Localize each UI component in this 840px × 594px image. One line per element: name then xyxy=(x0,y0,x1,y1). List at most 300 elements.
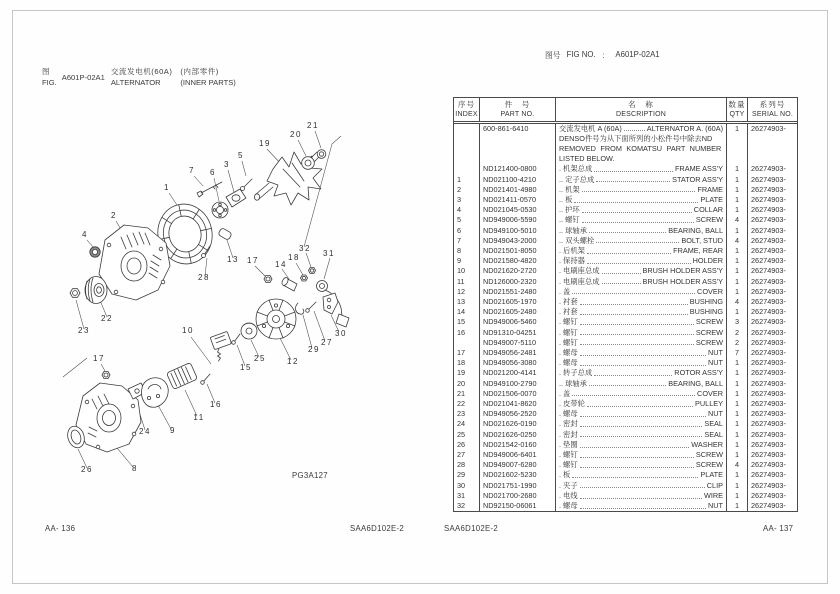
dot-leader xyxy=(580,307,688,315)
cell-serial: 26274903- xyxy=(751,307,786,317)
parts-table-body xyxy=(454,124,797,512)
dot-leader xyxy=(587,256,691,264)
cell-index: 27 xyxy=(454,450,480,460)
table-row xyxy=(454,175,797,185)
cell-description xyxy=(556,470,727,480)
cell-serial: 26274903- xyxy=(751,266,786,276)
cell-description xyxy=(556,450,727,460)
dot-leader xyxy=(580,348,706,356)
cell-qty: 1 xyxy=(727,205,748,215)
cell-index: 9 xyxy=(454,256,480,266)
description-en: SCREW xyxy=(695,215,723,225)
cell-qty: 1 xyxy=(727,389,748,399)
cell-description xyxy=(556,399,727,409)
description-line xyxy=(556,317,726,327)
callout-15: 15 xyxy=(240,363,252,372)
description-cn: .. 球轴承 xyxy=(559,225,587,235)
cell-qty: 1 xyxy=(727,226,748,236)
description-line xyxy=(556,348,726,358)
callout-21: 21 xyxy=(307,121,319,130)
description-cn: .. 球轴承 xyxy=(559,378,587,388)
description-en: SCREW xyxy=(695,450,723,459)
parts-table xyxy=(453,97,798,512)
cell-part-no: ND949100-5010 xyxy=(480,226,556,236)
description-en: WASHER xyxy=(691,439,723,449)
table-row xyxy=(454,491,797,501)
col-qty-cn: 数量 xyxy=(728,100,746,109)
description-line xyxy=(556,481,726,491)
cell-index: 5 xyxy=(454,215,480,225)
cell-part-no: ND949006-5590 xyxy=(480,215,556,225)
table-row xyxy=(454,287,797,297)
dot-leader xyxy=(602,266,641,274)
callout-1: 1 xyxy=(164,183,170,192)
fig-subtitle-cn: (内部零件) xyxy=(180,67,219,76)
cell-qty: 1 xyxy=(727,450,748,460)
cell-index: 14 xyxy=(454,307,480,317)
parts-table-header xyxy=(454,98,797,124)
callout-2: 2 xyxy=(111,211,117,220)
description-note: DENSO件号为从下面所列的小松件号中除去ND xyxy=(559,133,713,143)
cell-description xyxy=(556,328,727,338)
description-line xyxy=(556,328,726,338)
cell-qty: 7 xyxy=(727,348,748,358)
description-line xyxy=(556,389,726,399)
description-cn: . 衬套 xyxy=(559,307,578,317)
cell-qty: 1 xyxy=(727,501,748,511)
description-en: FRAME ASS'Y xyxy=(674,164,723,174)
callout-3: 3 xyxy=(224,160,230,169)
exploded-diagram xyxy=(30,105,410,505)
callout-12: 12 xyxy=(287,357,299,366)
cell-index: 15 xyxy=(454,317,480,327)
cell-part-no: ND021626-0190 xyxy=(480,419,556,429)
cell-part-no: ND949056-2481 xyxy=(480,348,556,358)
description-line xyxy=(556,185,726,195)
cell-index: 22 xyxy=(454,399,480,409)
description-en: BEARING, BALL xyxy=(668,225,723,235)
description-cn: . 盖 xyxy=(559,286,571,296)
table-row xyxy=(454,399,797,409)
cell-part-no: ND021605-1970 xyxy=(480,297,556,307)
cell-qty: 1 xyxy=(727,409,748,419)
description-cn: . 机架总成 xyxy=(559,164,593,174)
table-row xyxy=(454,317,797,327)
cell-qty: 1 xyxy=(727,481,748,491)
callout-14: 14 xyxy=(275,260,287,269)
cell-index: 16 xyxy=(454,328,480,338)
cell-index xyxy=(454,164,480,174)
description-en: BRUSH HOLDER ASS'Y xyxy=(642,276,723,286)
cell-part-no: ND021506-0070 xyxy=(480,389,556,399)
cell-index: 8 xyxy=(454,246,480,256)
fig-subtitle-en: (INNER PARTS) xyxy=(180,78,236,87)
pulley-part xyxy=(85,277,107,304)
cell-part-no: ND949006-5460 xyxy=(480,317,556,327)
cell-part-no: ND021602-5230 xyxy=(480,470,556,480)
cell-part-no: ND021100-4210 xyxy=(480,175,556,185)
callout-20: 20 xyxy=(290,130,302,139)
cell-serial: 26274903- xyxy=(751,501,786,511)
cell-qty: 4 xyxy=(727,215,748,225)
cell-index: 25 xyxy=(454,430,480,440)
fig-label-cn: 图 xyxy=(42,67,51,76)
table-row xyxy=(454,470,797,480)
dot-leader xyxy=(594,164,673,172)
cell-serial: 26274903- xyxy=(751,480,786,490)
dot-leader xyxy=(580,440,690,448)
description-line xyxy=(556,226,726,236)
callout-13: 13 xyxy=(227,255,239,264)
cell-serial: 26274903- xyxy=(751,470,786,480)
cell-description xyxy=(556,348,727,358)
cell-description xyxy=(556,430,727,440)
description-cn: . 螺母 xyxy=(559,409,578,419)
description-cn: . 螺钉 xyxy=(559,337,578,347)
dot-leader xyxy=(572,470,698,478)
table-row xyxy=(454,348,797,358)
description-en: NUT xyxy=(708,358,723,368)
description-line xyxy=(556,368,726,378)
callout-26: 26 xyxy=(81,465,93,474)
description-line xyxy=(556,124,726,134)
description-cn: 交流发电机 A (60A) xyxy=(559,123,622,133)
table-row xyxy=(454,205,797,215)
cell-serial: 26274903- xyxy=(751,276,786,286)
fig-no-colon: ： xyxy=(601,51,610,60)
description-en: COVER xyxy=(697,286,723,296)
dot-leader xyxy=(580,430,703,438)
dot-leader xyxy=(582,215,694,223)
dot-leader xyxy=(582,205,692,213)
description-en: ROTOR ASS'Y xyxy=(674,368,723,378)
table-row xyxy=(454,266,797,276)
description-cn: . 垫圈 xyxy=(559,439,578,449)
dot-leader xyxy=(574,195,698,203)
cell-index: 3 xyxy=(454,195,480,205)
dot-leader xyxy=(580,328,694,336)
cell-description xyxy=(556,297,727,307)
description-en: SCREW xyxy=(695,317,723,327)
cell-description xyxy=(556,419,727,429)
description-en: NUT xyxy=(708,409,723,419)
figure-title-block xyxy=(42,66,236,88)
cell-qty: 1 xyxy=(727,287,748,297)
callout-5: 5 xyxy=(238,151,244,160)
cell-description xyxy=(556,185,727,195)
description-en: FRAME xyxy=(697,184,723,194)
cell-serial: 26274903- xyxy=(751,358,786,368)
cell-description xyxy=(556,440,727,450)
callout-19: 19 xyxy=(259,139,271,148)
description-en: SEAL xyxy=(704,429,723,439)
cell-qty: 1 xyxy=(727,399,748,409)
dot-leader xyxy=(580,297,688,305)
cell-part-no: ND949056-3080 xyxy=(480,358,556,368)
col-part-cn: 件 号 xyxy=(504,100,531,109)
cell-qty: 4 xyxy=(727,460,748,470)
description-en: ALTERNATOR A. (60A) xyxy=(646,123,723,133)
cell-part-no: ND021751-1990 xyxy=(480,481,556,491)
cell-description xyxy=(556,175,727,185)
description-en: WIRE xyxy=(703,490,723,500)
cell-part-no: ND021700-2680 xyxy=(480,491,556,501)
cell-index: 28 xyxy=(454,460,480,470)
cell-serial: 26274903- xyxy=(751,164,786,174)
fig-no-label-cn: 图号 xyxy=(545,51,561,60)
description-cn: . 电刷座总成 xyxy=(559,276,600,286)
table-row xyxy=(454,256,797,266)
description-line xyxy=(556,470,726,480)
description-line xyxy=(556,307,726,317)
cell-serial: 26274903- xyxy=(751,286,786,296)
col-qty-en: QTY xyxy=(729,110,745,118)
dot-leader xyxy=(582,185,696,193)
description-line xyxy=(556,501,726,511)
description-line xyxy=(556,409,726,419)
cell-index: 18 xyxy=(454,358,480,368)
cell-part-no: ND949056-2520 xyxy=(480,409,556,419)
description-cn: . 螺钉 xyxy=(559,317,578,327)
callout-24: 24 xyxy=(139,427,151,436)
description-cn: .. 护环 xyxy=(559,205,580,215)
cell-qty: 1 xyxy=(727,430,748,440)
callout-17a: 17 xyxy=(247,256,259,265)
col-header-part-no xyxy=(480,98,556,121)
description-line xyxy=(556,256,726,266)
description-cn: . 螺钉 xyxy=(559,460,578,470)
description-line xyxy=(556,460,726,470)
cell-qty: 4 xyxy=(727,297,748,307)
col-header-description xyxy=(556,98,727,121)
plate-code: PG3A127 xyxy=(292,471,328,480)
description-en: NUT xyxy=(708,501,723,511)
fig-no-value: A601P-02A1 xyxy=(615,50,660,59)
dot-leader xyxy=(596,236,679,244)
fig-label xyxy=(42,66,57,88)
callout-10: 10 xyxy=(182,326,194,335)
cell-index: 32 xyxy=(454,501,480,511)
cell-qty: 1 xyxy=(727,266,748,276)
cell-serial: 26274903- xyxy=(751,419,786,429)
cell-serial: 26274903- xyxy=(751,123,786,133)
cell-index: 20 xyxy=(454,379,480,389)
description-note: REMOVED FROM KOMATSU PART NUMBER xyxy=(559,143,722,153)
description-en: BUSHING xyxy=(689,307,723,317)
table-row xyxy=(454,297,797,307)
description-line xyxy=(556,277,726,287)
cell-qty: 1 xyxy=(727,246,748,256)
fig-number: A601P-02A1 xyxy=(61,72,105,82)
callout-4: 4 xyxy=(82,230,88,239)
table-row xyxy=(454,185,797,195)
table-row xyxy=(454,460,797,470)
cell-serial: 26274903- xyxy=(751,347,786,357)
cell-serial: 26274903- xyxy=(751,388,786,398)
cell-description xyxy=(556,205,727,215)
cell-index: 23 xyxy=(454,409,480,419)
description-line xyxy=(556,266,726,276)
callout-8: 8 xyxy=(132,464,138,473)
cell-description xyxy=(556,236,727,246)
table-row xyxy=(454,389,797,399)
cell-index: 12 xyxy=(454,287,480,297)
dot-leader xyxy=(580,338,694,346)
fig-subtitle xyxy=(180,66,235,88)
callout-27: 27 xyxy=(321,338,333,347)
cell-part-no: ND021501-8050 xyxy=(480,246,556,256)
description-en: HOLDER xyxy=(692,256,723,266)
dot-leader xyxy=(594,368,672,376)
cell-serial: 26274903- xyxy=(751,378,786,388)
table-row xyxy=(454,338,797,348)
description-en: PLATE xyxy=(700,470,723,480)
description-cn: . 螺母 xyxy=(559,501,578,511)
dot-leader xyxy=(572,287,695,295)
cell-serial: 26274903- xyxy=(751,429,786,439)
description-line xyxy=(556,164,726,174)
cell-serial: 26274903- xyxy=(751,439,786,449)
table-row xyxy=(454,358,797,368)
table-row xyxy=(454,379,797,389)
callout-23: 23 xyxy=(78,326,90,335)
cell-part-no: ND949007-5110 xyxy=(480,338,556,348)
dot-leader xyxy=(624,124,645,132)
description-line xyxy=(556,195,726,205)
callout-30: 30 xyxy=(335,329,347,338)
cell-serial: 26274903- xyxy=(751,398,786,408)
description-line xyxy=(556,430,726,440)
cell-description xyxy=(556,307,727,317)
cell-part-no: ND949043-2000 xyxy=(480,236,556,246)
cell-part-no: ND021605-2480 xyxy=(480,307,556,317)
rear-cover-part xyxy=(256,299,296,339)
callout-32: 32 xyxy=(299,244,311,253)
table-row xyxy=(454,124,797,165)
cell-part-no: ND021411-0570 xyxy=(480,195,556,205)
cell-qty: 1 xyxy=(727,175,748,185)
cell-part-no: ND949100-2790 xyxy=(480,379,556,389)
cell-serial: 26274903- xyxy=(751,245,786,255)
cell-index: 6 xyxy=(454,226,480,236)
description-line xyxy=(556,338,726,348)
dot-leader xyxy=(572,389,695,397)
description-cn: . 密封 xyxy=(559,419,578,429)
description-en: BUSHING xyxy=(689,296,723,306)
col-serial-en: SERIAL NO. xyxy=(751,110,794,118)
description-cn: . 螺母 xyxy=(559,347,578,357)
cell-part-no: ND021041-8620 xyxy=(480,399,556,409)
cell-index: 1 xyxy=(454,175,480,185)
cell-qty: 1 xyxy=(727,358,748,368)
cell-part-no: ND949007-6280 xyxy=(480,460,556,470)
page-number-right: AA- 137 xyxy=(763,524,794,533)
cell-description xyxy=(556,358,727,368)
description-cn: . 保持器 xyxy=(559,256,585,266)
description-line xyxy=(556,287,726,297)
cell-serial: 26274903- xyxy=(751,184,786,194)
col-part-en: PART NO. xyxy=(500,110,535,118)
cell-part-no: ND021580-4820 xyxy=(480,256,556,266)
cell-qty: 1 xyxy=(727,440,748,450)
book-code-right: SAA6D102E-2 xyxy=(444,524,499,533)
dot-leader xyxy=(580,460,694,468)
fig-title-en: ALTERNATOR xyxy=(110,78,161,87)
cell-description xyxy=(556,195,727,205)
description-cn: .. 板 xyxy=(559,194,573,204)
table-row xyxy=(454,368,797,378)
page-number-left: AA- 136 xyxy=(45,524,76,533)
description-en: SCREW xyxy=(695,327,723,337)
description-en: BRUSH HOLDER ASS'Y xyxy=(642,266,723,276)
cell-index: 31 xyxy=(454,491,480,501)
cell-serial: 26274903- xyxy=(751,368,786,378)
callout-18: 18 xyxy=(288,253,300,262)
description-cn: . 夹子 xyxy=(559,480,578,490)
table-row xyxy=(454,430,797,440)
cell-index: 19 xyxy=(454,368,480,378)
table-row xyxy=(454,246,797,256)
col-desc-en: DESCRIPTION xyxy=(615,110,667,118)
description-en: BOLT, STUD xyxy=(681,235,723,245)
cell-description xyxy=(556,338,727,348)
cell-qty: 1 xyxy=(727,256,748,266)
description-en: BEARING, BALL xyxy=(668,378,723,388)
cell-serial: 26274903- xyxy=(751,337,786,347)
cell-serial: 26274903- xyxy=(751,296,786,306)
dot-leader xyxy=(580,481,705,489)
cell-qty: 1 xyxy=(727,277,748,287)
description-en: COVER xyxy=(697,388,723,398)
callout-22: 22 xyxy=(101,314,113,323)
callout-6: 6 xyxy=(210,168,216,177)
cell-qty: 3 xyxy=(727,317,748,327)
table-row xyxy=(454,440,797,450)
fig-no-label-en: FIG NO. xyxy=(566,50,596,59)
cell-description xyxy=(556,124,727,165)
description-en: NUT xyxy=(708,347,723,357)
cell-description xyxy=(556,491,727,501)
description-cn: . 电线 xyxy=(559,490,578,500)
fig-title-cn: 交流发电机(60A) xyxy=(110,67,173,76)
fig-no-header xyxy=(545,50,660,61)
cell-part-no: 600-861-6410 xyxy=(480,124,556,165)
col-header-serial xyxy=(748,98,797,121)
description-line xyxy=(556,297,726,307)
description-en: COLLAR xyxy=(693,205,723,215)
description-en: CLIP xyxy=(706,480,723,490)
cell-qty: 1 xyxy=(727,195,748,205)
cell-description xyxy=(556,409,727,419)
cell-qty: 1 xyxy=(727,491,748,501)
description-cn: . 螺钉 xyxy=(559,450,578,459)
description-note: LISTED BELOW. xyxy=(559,154,615,164)
description-en: SCREW xyxy=(695,337,723,347)
cell-part-no: ND121400-0800 xyxy=(480,164,556,174)
col-serial-cn: 系列号 xyxy=(759,100,786,109)
cell-description xyxy=(556,481,727,491)
callout-16: 16 xyxy=(210,400,222,409)
description-line xyxy=(556,399,726,409)
callout-9: 9 xyxy=(170,426,176,435)
cell-serial: 26274903- xyxy=(751,235,786,245)
description-en: PULLEY xyxy=(695,398,723,408)
book-code-left: SAA6D102E-2 xyxy=(350,524,405,533)
cell-part-no: ND91310-04251 xyxy=(480,328,556,338)
dot-leader xyxy=(580,491,702,499)
description-line xyxy=(556,358,726,368)
dot-leader xyxy=(589,379,666,387)
